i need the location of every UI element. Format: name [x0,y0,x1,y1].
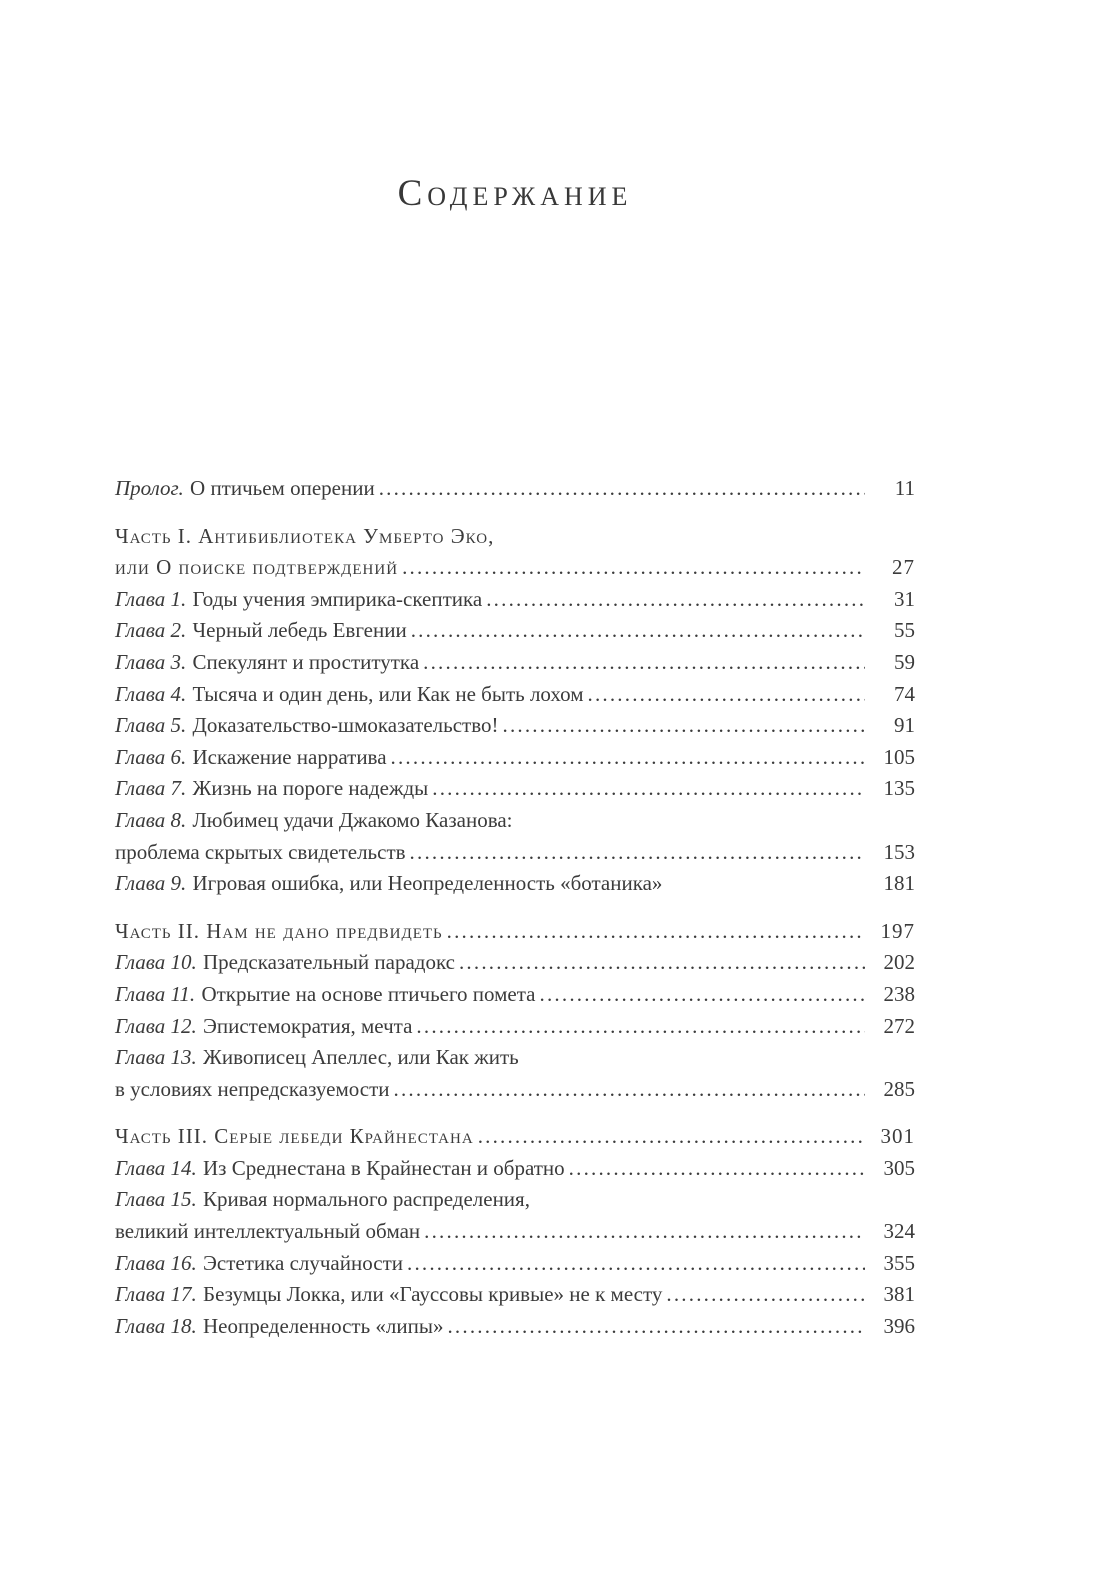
entry-label: Глава 12. [115,1013,197,1038]
entry-text: Любимец удачи Джакомо Казанова: [192,807,513,832]
toc-line [115,473,915,505]
page-number: 355 [883,1250,915,1275]
toc-line [115,1311,915,1343]
entry-text: Жизнь на пороге надежды [192,776,429,801]
entry-label: Глава 10. [115,950,197,975]
page-number: 305 [883,1155,915,1180]
entry-text: Тысяча и один день, или Как не быть лохом [192,681,584,706]
toc-line [115,1011,915,1043]
toc-chapter-entry [115,1248,915,1280]
entry-text: Из Среднестана в Крайнестан и обратно [203,1155,565,1180]
toc-chapter-entry [115,773,915,805]
page-number: 238 [883,981,915,1006]
entry-text: Предсказательный парадокс [203,950,455,975]
toc-line [115,1216,915,1248]
dot-leader [662,1279,865,1311]
toc-chapter-entry [115,947,915,979]
entry-text: Годы учения эмпирика-скептика [192,586,483,611]
entry-label: Глава 9. [115,871,187,896]
entry-text: Искажение нарратива [192,744,387,769]
toc-chapter-entry [115,1153,915,1185]
toc-list [115,473,915,1342]
toc-chapter-entry [115,742,915,774]
entry-text: Открытие на основе птичьего помета [201,981,536,1006]
toc-part-entry [115,916,915,948]
dot-leader [443,1311,865,1343]
page-number: 153 [883,839,915,864]
page-number: 396 [883,1313,915,1338]
dot-leader [499,710,866,742]
toc-chapter-entry [115,868,915,900]
page-number: 135 [883,776,915,801]
entry-text: Доказательство-шмоказательство! [192,713,499,738]
dot-leader [584,679,866,711]
entry-label: Глава 17. [115,1282,197,1307]
entry-text: Игровая ошибка, или Неопределенность «ботаника» [192,871,663,896]
entry-text: Кривая нормального распределения, [203,1187,530,1212]
toc-line [115,1042,915,1074]
entry-text: Живописец Апеллес, или Как жить [203,1045,519,1070]
toc-line [115,742,915,774]
toc-chapter-entry [115,979,915,1011]
dot-leader [565,1153,865,1185]
entry-text: Спекулянт и проститутка [192,649,420,674]
entry-label: Глава 1. [115,586,187,611]
toc-line [115,647,915,679]
entry-label: Глава 15. [115,1187,197,1212]
page-number: 181 [883,871,915,896]
page-number: 324 [883,1219,915,1244]
toc-chapter-entry [115,1184,915,1247]
entry-text: Эпистемократия, мечта [203,1013,413,1038]
page-number: 272 [883,1013,915,1038]
dot-leader [536,979,865,1011]
page-number: 59 [894,649,915,674]
entry-label: Глава 7. [115,776,187,801]
dot-leader [428,773,865,805]
toc-line [115,805,915,837]
toc-line [115,679,915,711]
toc-line [115,979,915,1011]
entry-label: Глава 3. [115,649,187,674]
entry-text: Часть III. Серые лебеди Крайнестана [115,1124,474,1149]
page-number: 197 [880,918,915,943]
entry-label: Глава 18. [115,1313,197,1338]
toc-line [115,552,915,584]
toc-line [115,584,915,616]
page-number: 105 [883,744,915,769]
page-number: 301 [880,1124,915,1149]
entry-label: Глава 11. [115,981,196,1006]
toc-line [115,1279,915,1311]
entry-text: Неопределенность «липы» [203,1313,444,1338]
toc-line [115,1153,915,1185]
dot-leader [482,584,865,616]
toc-line [115,1248,915,1280]
toc-chapter-entry [115,1311,915,1343]
page-number: 31 [894,586,915,611]
entry-text: великий интеллектуальный обман [115,1219,421,1244]
page-number: 74 [894,681,915,706]
dot-leader [403,1248,865,1280]
dot-leader [407,615,865,647]
dot-leader [419,647,865,679]
dot-leader [412,1011,865,1043]
page-number: 27 [892,555,915,580]
page-number: 55 [894,618,915,643]
entry-text: Черный лебедь Евгении [192,618,407,643]
toc-line [115,521,915,553]
entry-text: в условиях непредсказуемости [115,1076,390,1101]
entry-label: Глава 8. [115,807,187,832]
toc-line [115,1184,915,1216]
toc-chapter-entry [115,647,915,679]
toc-part-entry [115,1121,915,1153]
entry-text: Часть II. Нам не дано предвидеть [115,918,443,943]
entry-text: Безумцы Локка, или «Гауссовы кривые» не к месту [203,1282,663,1307]
toc-chapter-entry [115,1011,915,1043]
entry-text: или О поиске подтверждений [115,555,399,580]
entry-text: Часть I. Антибиблиотека Умберто Эко, [115,523,495,548]
toc-part-entry [115,521,915,584]
toc-chapter-entry [115,584,915,616]
page-number: 381 [883,1282,915,1307]
entry-label: Пролог. [115,476,184,500]
entry-label: Глава 13. [115,1045,197,1070]
toc-line [115,615,915,647]
toc-line [115,773,915,805]
toc-chapter-entry [115,679,915,711]
entry-label: Глава 6. [115,744,187,769]
page-number: 285 [883,1076,915,1101]
toc-line [115,1121,915,1153]
dot-leader [375,473,865,505]
toc-chapter-entry [115,1279,915,1311]
entry-label: Глава 4. [115,681,187,706]
dot-leader [443,916,865,948]
dot-leader [406,837,865,869]
dot-leader [420,1216,865,1248]
toc-chapter-entry [115,473,915,505]
toc-line [115,947,915,979]
page-number: 202 [883,950,915,975]
entry-text: Эстетика случайности [203,1250,403,1275]
entry-text: проблема скрытых свидетельств [115,839,406,864]
toc-line [115,916,915,948]
toc-chapter-entry [115,710,915,742]
toc-line [115,1074,915,1106]
page-number: 11 [894,476,915,500]
toc-chapter-entry [115,615,915,647]
dot-leader [455,947,865,979]
entry-label: Глава 2. [115,618,187,643]
toc-chapter-entry [115,1042,915,1105]
entry-label: Глава 16. [115,1250,197,1275]
entry-label: Глава 14. [115,1155,197,1180]
page-title: Содержание [397,173,633,214]
entry-text: О птичьем оперении [190,476,375,500]
entry-label: Глава 5. [115,713,187,738]
toc-line [115,710,915,742]
dot-leader [390,1074,865,1106]
toc-chapter-entry [115,805,915,868]
dot-leader [398,552,865,584]
page-number: 91 [894,713,915,738]
toc-line [115,837,915,869]
toc-line [115,868,915,900]
dot-leader [474,1121,865,1153]
dot-leader [387,742,865,774]
